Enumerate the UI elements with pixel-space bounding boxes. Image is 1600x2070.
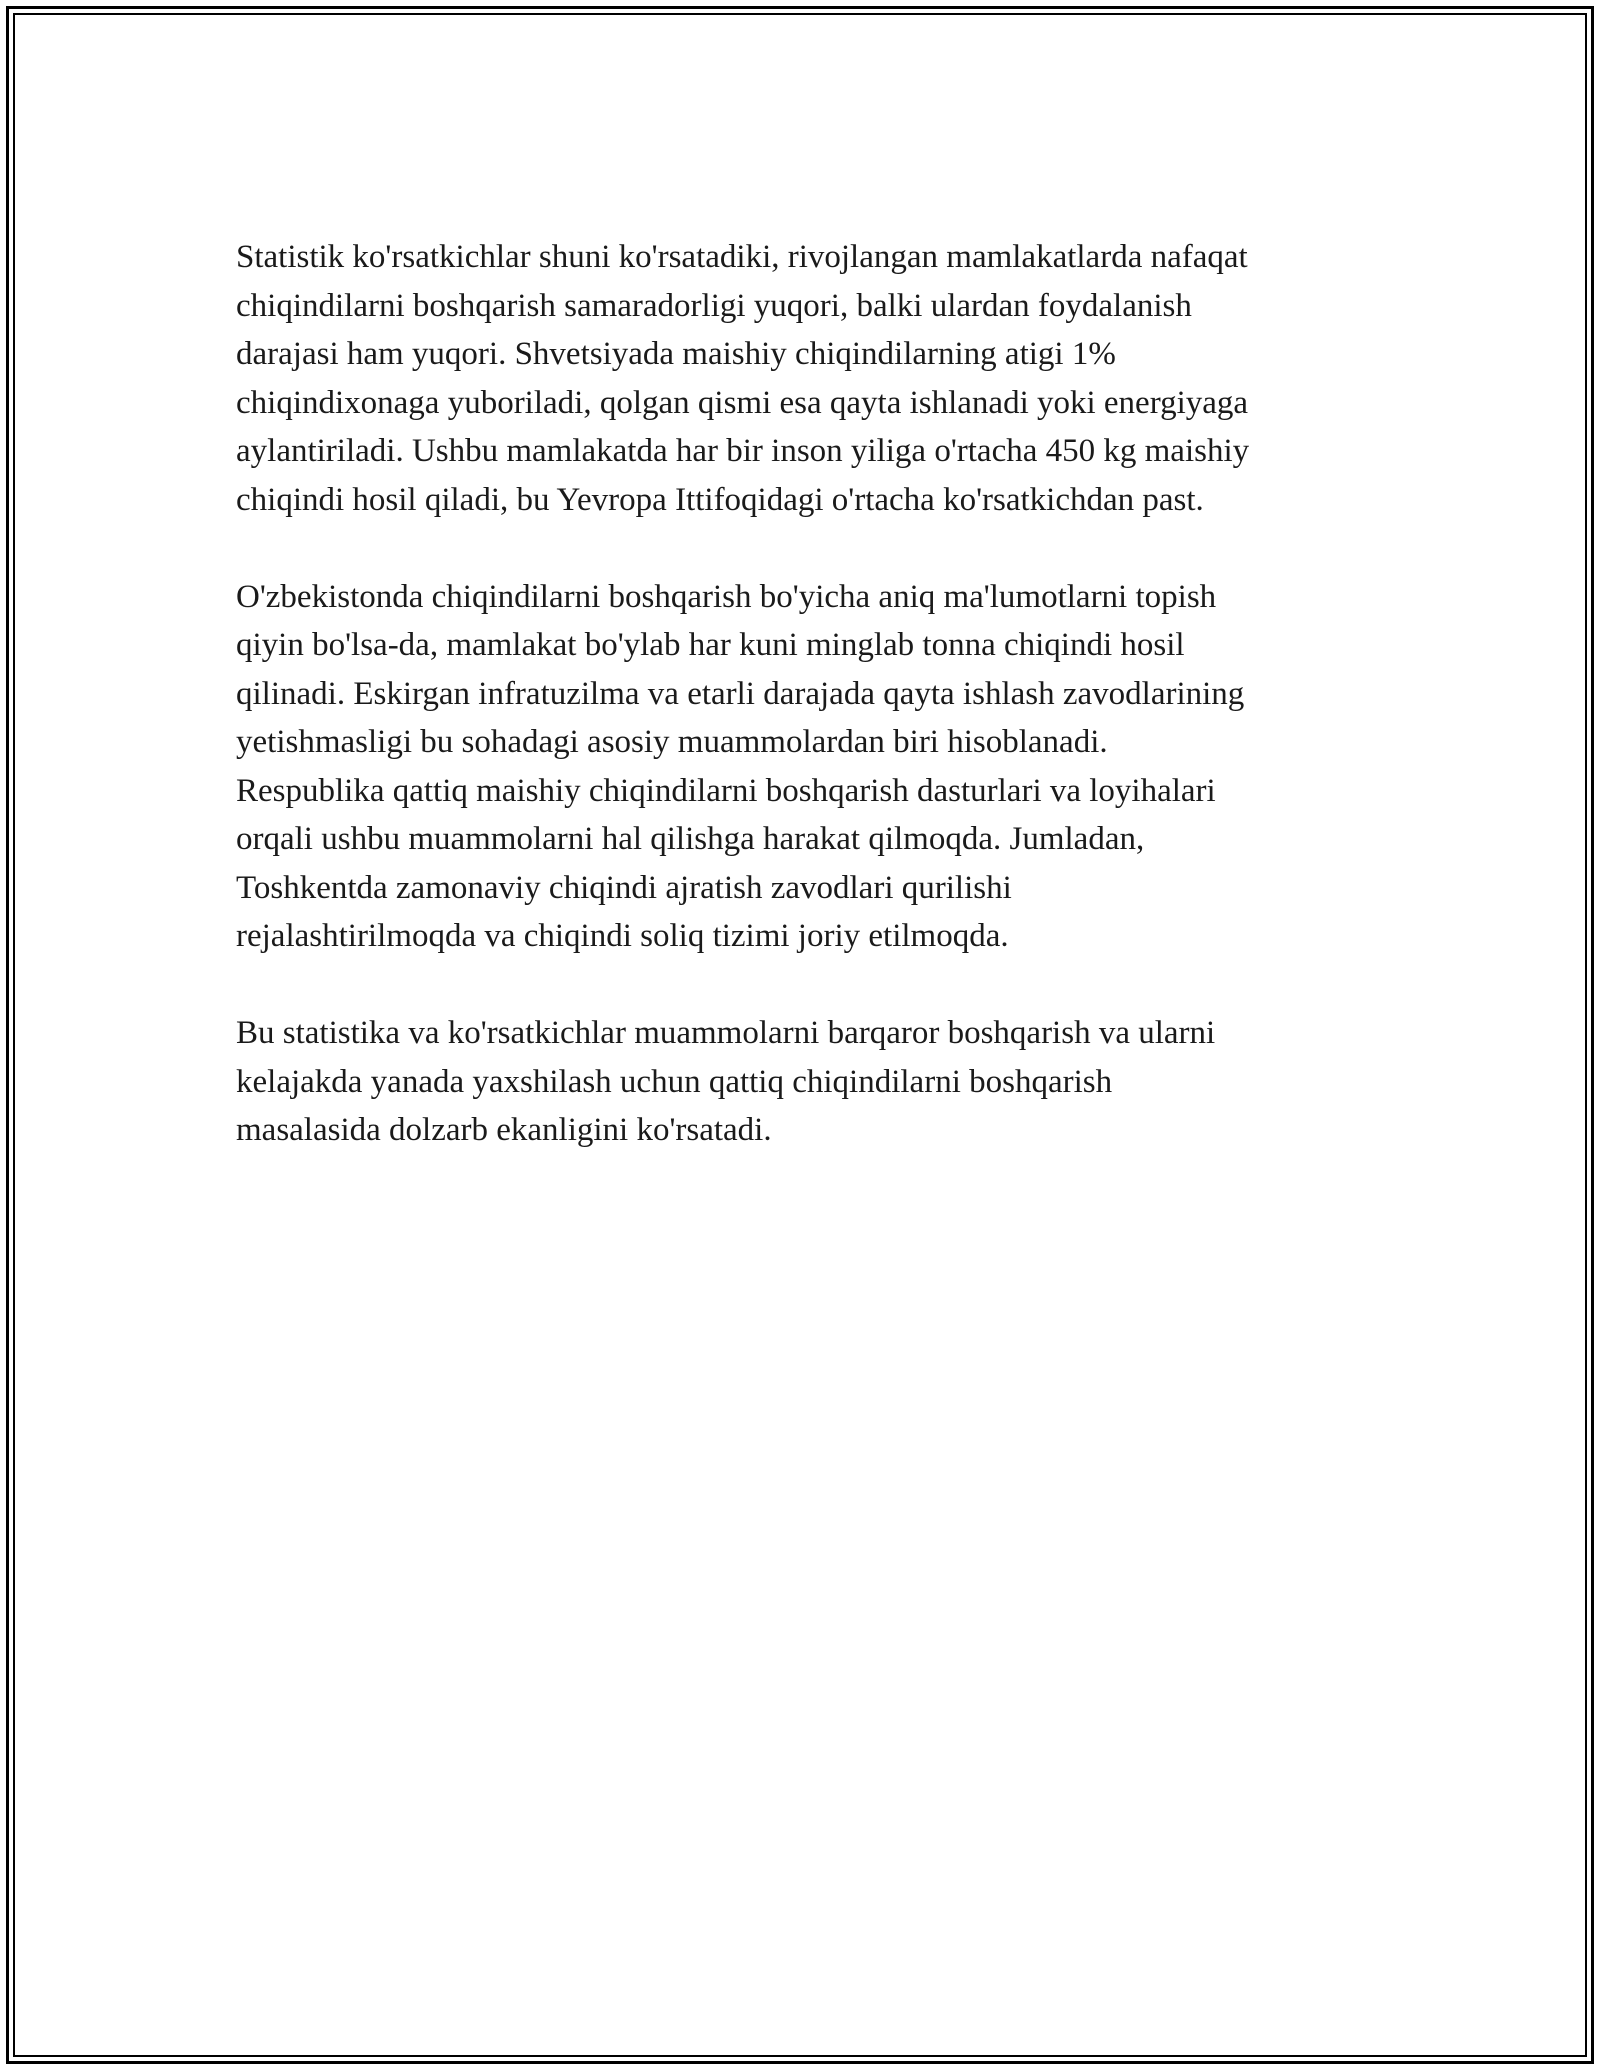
paragraph-uzbekistan-waste: O'zbekistonda chiqindilarni boshqarish bo'yicha aniq ma'lumotlarni topish qiyin bo'lsa-da, mamlakat bo'ylab har kuni minglab tonna chiqindi hosil qilinadi. Eskirgan infratuzilma va etarli darajada qayta ishlash zavodlarining yetishmasligi bu sohadagi asosiy muammolardan biri hisoblanadi. Respublika qattiq maishiy chiqindilarni boshqarish dasturlari va loyihalari orqali ushbu muammolarni hal qilishga harakat qilmoqda. Jumladan, Toshkentda zamonaviy chiqindi ajratish zavodlari qurilishi rejalashtirilmoqda va chiqindi soliq tizimi joriy etilmoqda.	[236, 578, 1245, 954]
paragraph-statistics-developed-countries: Statistik ko'rsatkichlar shuni ko'rsatadiki, rivojlangan mamlakatlarda nafaqat chiqindilarni boshqarish samaradorligi yuqori, balki ulardan foydalanish darajasi ham yuqori. Shvetsiyada maishiy chiqindilarning atigi 1% chiqindixonaga yuboriladi, qolgan qismi esa qayta ishlanadi yoki energiyaga aylantiriladi. Ushbu mamlakatda har bir inson yiliga o'rtacha 450 kg maishiy chiqindi hosil qiladi, bu Yevropa Ittifoqidagi o'rtacha ko'rsatkichdan past.	[236, 239, 1250, 518]
document-body	[236, 233, 1376, 1203]
paragraph-conclusion: Bu statistika va ko'rsatkichlar muammolarni barqaror boshqarish va ularni kelajakda yanada yaxshilash uchun qattiq chiqindilarni boshqarish masalasida dolzarb ekanligini ko'rsatadi.	[236, 1015, 1216, 1148]
